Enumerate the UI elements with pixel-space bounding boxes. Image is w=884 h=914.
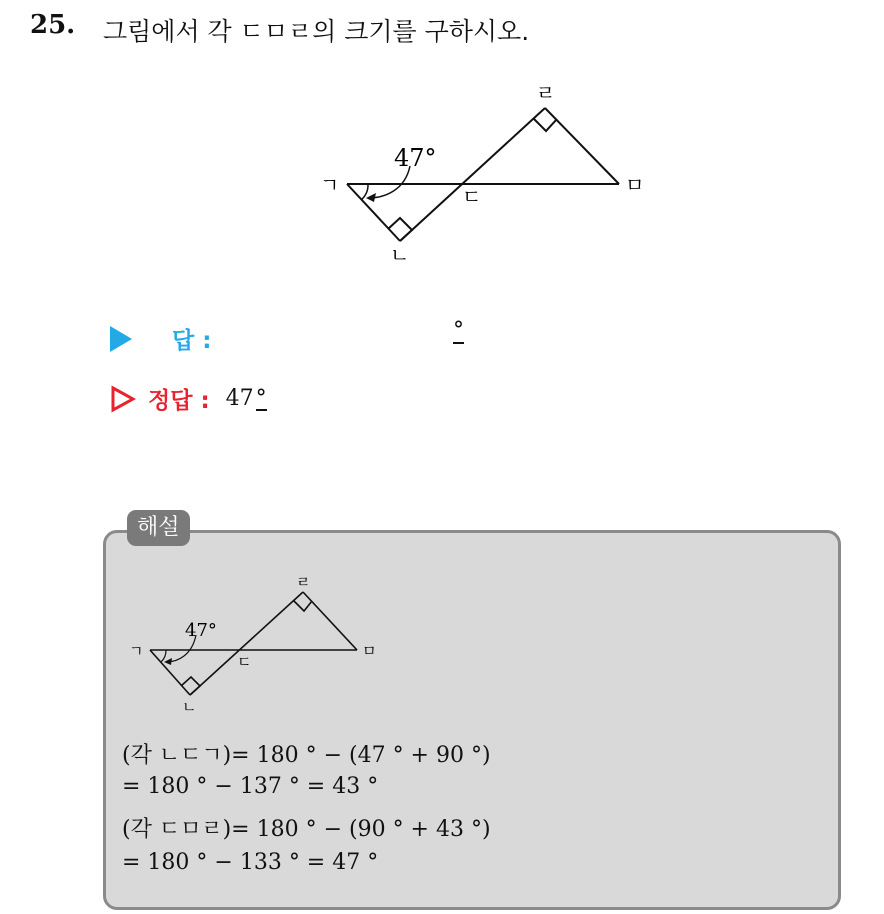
sol-angle-label: 47° bbox=[185, 620, 217, 641]
correct-answer-number: 47 bbox=[225, 386, 254, 411]
label-g: ㄱ bbox=[320, 173, 340, 197]
solution-line-2: = 180 ° − 137 ° = 43 ° bbox=[122, 774, 379, 799]
correct-answer-row bbox=[110, 382, 267, 415]
sol-label-g: ㄱ bbox=[129, 642, 144, 660]
sol-label-m: ㅁ bbox=[362, 642, 377, 660]
sol-label-n: ㄴ bbox=[182, 698, 197, 715]
correct-answer-label: 정답 : bbox=[148, 388, 210, 414]
sol-label-r: ㄹ bbox=[296, 573, 311, 591]
correct-answer-unit: ° bbox=[255, 386, 267, 411]
question-number: 25. bbox=[30, 10, 76, 40]
solution-figure bbox=[125, 570, 385, 715]
answer-label: 답 : bbox=[172, 328, 212, 354]
main-figure bbox=[300, 80, 670, 270]
sol-label-d: ㄷ bbox=[237, 653, 252, 671]
label-m: ㅁ bbox=[625, 173, 645, 197]
answer-row bbox=[110, 322, 211, 355]
answer-unit: ° bbox=[453, 318, 464, 343]
answer-marker-icon bbox=[110, 326, 132, 352]
angle-label: 47° bbox=[394, 144, 437, 172]
solution-line-4: = 180 ° − 133 ° = 47 ° bbox=[122, 850, 379, 875]
label-n: ㄴ bbox=[390, 243, 410, 267]
label-r: ㄹ bbox=[536, 81, 556, 105]
correct-answer-value bbox=[226, 386, 267, 411]
question-text: 그림에서 각 ㄷㅁㄹ의 크기를 구하시오. bbox=[103, 17, 530, 46]
label-d: ㄷ bbox=[462, 185, 482, 209]
solution-line-1: (각 ㄴㄷㄱ)= 180 ° − (47 ° + 90 °) bbox=[122, 743, 491, 768]
correct-marker-icon bbox=[110, 385, 136, 413]
solution-tag: 해설 bbox=[127, 510, 190, 546]
solution-line-3: (각 ㄷㅁㄹ)= 180 ° − (90 ° + 43 °) bbox=[122, 817, 491, 842]
